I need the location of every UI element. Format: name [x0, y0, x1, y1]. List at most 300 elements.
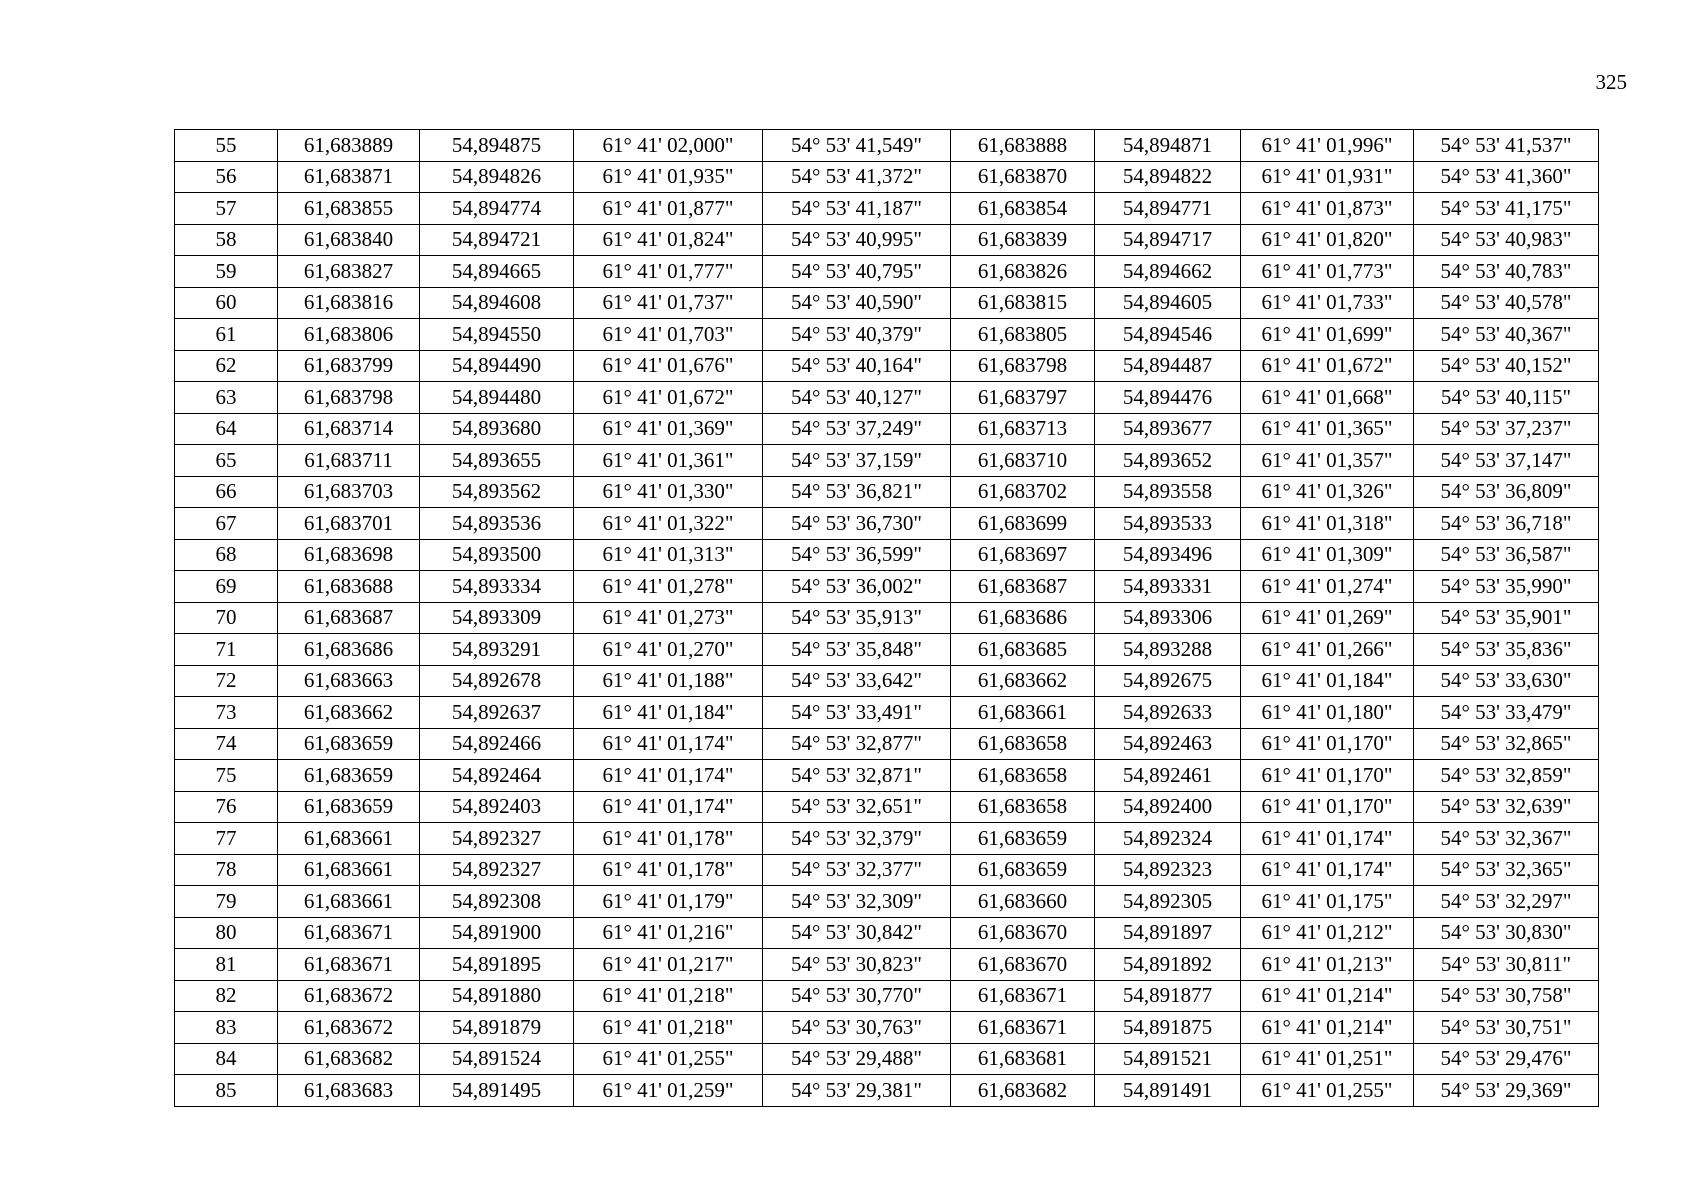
cell-lat-decimal-1: 61,683711	[278, 445, 420, 477]
table-row	[175, 445, 1599, 477]
cell-lon-decimal-1: 54,892678	[420, 665, 574, 697]
cell-lat-decimal-2: 61,683658	[951, 760, 1095, 792]
cell-lat-dms-1: 61° 41' 01,178"	[574, 823, 763, 855]
cell-lat-decimal-1: 61,683659	[278, 728, 420, 760]
cell-lat-dms-2: 61° 41' 01,274"	[1241, 571, 1414, 603]
table-row	[175, 854, 1599, 886]
cell-lat-dms-2: 61° 41' 01,309"	[1241, 539, 1414, 571]
cell-lon-decimal-1: 54,894550	[420, 319, 574, 351]
cell-lat-decimal-2: 61,683710	[951, 445, 1095, 477]
cell-lat-dms-2: 61° 41' 01,266"	[1241, 634, 1414, 666]
cell-lat-dms-2: 61° 41' 01,931"	[1241, 161, 1414, 193]
cell-point-number: 69	[175, 571, 278, 603]
cell-lon-decimal-2: 54,893288	[1095, 634, 1241, 666]
cell-lat-decimal-2: 61,683670	[951, 917, 1095, 949]
cell-lon-decimal-2: 54,893496	[1095, 539, 1241, 571]
table-row	[175, 413, 1599, 445]
cell-lon-dms-2: 54° 53' 35,901"	[1414, 602, 1599, 634]
cell-lon-decimal-1: 54,891879	[420, 1012, 574, 1044]
cell-point-number: 77	[175, 823, 278, 855]
cell-lon-dms-2: 54° 53' 37,237"	[1414, 413, 1599, 445]
cell-lat-decimal-1: 61,683687	[278, 602, 420, 634]
cell-lon-decimal-1: 54,892466	[420, 728, 574, 760]
cell-lat-decimal-2: 61,683681	[951, 1043, 1095, 1075]
cell-lon-dms-2: 54° 53' 41,360"	[1414, 161, 1599, 193]
cell-lat-dms-2: 61° 41' 01,773"	[1241, 256, 1414, 288]
cell-lon-dms-1: 54° 53' 36,730"	[763, 508, 951, 540]
table-row	[175, 917, 1599, 949]
cell-lon-dms-2: 54° 53' 30,758"	[1414, 980, 1599, 1012]
cell-lat-dms-1: 61° 41' 01,255"	[574, 1043, 763, 1075]
cell-lon-dms-2: 54° 53' 36,718"	[1414, 508, 1599, 540]
cell-lon-decimal-2: 54,894871	[1095, 130, 1241, 162]
cell-lat-decimal-1: 61,683703	[278, 476, 420, 508]
cell-lat-dms-2: 61° 41' 01,668"	[1241, 382, 1414, 414]
cell-lon-dms-2: 54° 53' 29,476"	[1414, 1043, 1599, 1075]
cell-lon-decimal-1: 54,891495	[420, 1075, 574, 1107]
cell-lat-decimal-1: 61,683827	[278, 256, 420, 288]
cell-lat-decimal-1: 61,683661	[278, 854, 420, 886]
cell-lon-decimal-2: 54,893331	[1095, 571, 1241, 603]
cell-point-number: 85	[175, 1075, 278, 1107]
cell-lat-dms-2: 61° 41' 01,699"	[1241, 319, 1414, 351]
cell-point-number: 70	[175, 602, 278, 634]
cell-lat-decimal-2: 61,683697	[951, 539, 1095, 571]
cell-lat-decimal-2: 61,683702	[951, 476, 1095, 508]
table-row	[175, 193, 1599, 225]
cell-lat-dms-2: 61° 41' 01,214"	[1241, 1012, 1414, 1044]
cell-point-number: 71	[175, 634, 278, 666]
cell-lat-decimal-1: 61,683671	[278, 917, 420, 949]
cell-lon-decimal-2: 54,892305	[1095, 886, 1241, 918]
cell-lat-dms-2: 61° 41' 01,212"	[1241, 917, 1414, 949]
cell-lat-decimal-1: 61,683840	[278, 224, 420, 256]
cell-point-number: 81	[175, 949, 278, 981]
cell-lat-decimal-1: 61,683686	[278, 634, 420, 666]
cell-lon-dms-2: 54° 53' 40,152"	[1414, 350, 1599, 382]
cell-point-number: 66	[175, 476, 278, 508]
cell-lon-decimal-1: 54,893536	[420, 508, 574, 540]
cell-point-number: 62	[175, 350, 278, 382]
cell-lat-dms-2: 61° 41' 01,672"	[1241, 350, 1414, 382]
cell-lon-dms-2: 54° 53' 32,365"	[1414, 854, 1599, 886]
cell-point-number: 67	[175, 508, 278, 540]
cell-lat-decimal-1: 61,683799	[278, 350, 420, 382]
cell-lon-dms-2: 54° 53' 40,983"	[1414, 224, 1599, 256]
cell-lon-dms-2: 54° 53' 35,990"	[1414, 571, 1599, 603]
cell-lon-dms-1: 54° 53' 30,763"	[763, 1012, 951, 1044]
cell-lon-decimal-2: 54,893652	[1095, 445, 1241, 477]
cell-lat-decimal-1: 61,683661	[278, 886, 420, 918]
cell-lon-decimal-1: 54,892308	[420, 886, 574, 918]
cell-lat-dms-1: 61° 41' 01,777"	[574, 256, 763, 288]
table-row	[175, 697, 1599, 729]
cell-lon-decimal-2: 54,892400	[1095, 791, 1241, 823]
cell-lon-decimal-2: 54,894771	[1095, 193, 1241, 225]
cell-lon-decimal-1: 54,892327	[420, 854, 574, 886]
cell-lat-dms-2: 61° 41' 01,180"	[1241, 697, 1414, 729]
cell-lon-dms-2: 54° 53' 37,147"	[1414, 445, 1599, 477]
cell-lon-dms-1: 54° 53' 37,249"	[763, 413, 951, 445]
cell-lon-decimal-2: 54,891875	[1095, 1012, 1241, 1044]
cell-lon-dms-1: 54° 53' 41,187"	[763, 193, 951, 225]
cell-lat-dms-2: 61° 41' 01,820"	[1241, 224, 1414, 256]
cell-lat-dms-2: 61° 41' 01,357"	[1241, 445, 1414, 477]
cell-lat-dms-2: 61° 41' 01,175"	[1241, 886, 1414, 918]
coordinates-table	[174, 129, 1599, 1107]
cell-lat-decimal-1: 61,683701	[278, 508, 420, 540]
cell-lon-decimal-2: 54,894605	[1095, 287, 1241, 319]
cell-lon-decimal-1: 54,893334	[420, 571, 574, 603]
cell-lon-decimal-2: 54,892633	[1095, 697, 1241, 729]
cell-lat-dms-1: 61° 41' 01,184"	[574, 697, 763, 729]
cell-lat-dms-1: 61° 41' 02,000"	[574, 130, 763, 162]
cell-lat-dms-1: 61° 41' 01,935"	[574, 161, 763, 193]
cell-point-number: 59	[175, 256, 278, 288]
cell-lon-dms-2: 54° 53' 41,175"	[1414, 193, 1599, 225]
cell-lat-dms-1: 61° 41' 01,174"	[574, 791, 763, 823]
cell-lon-dms-2: 54° 53' 40,578"	[1414, 287, 1599, 319]
cell-point-number: 80	[175, 917, 278, 949]
cell-lon-decimal-2: 54,894717	[1095, 224, 1241, 256]
cell-lat-decimal-2: 61,683815	[951, 287, 1095, 319]
cell-lat-decimal-1: 61,683661	[278, 823, 420, 855]
cell-lat-decimal-1: 61,683806	[278, 319, 420, 351]
cell-lon-dms-2: 54° 53' 36,809"	[1414, 476, 1599, 508]
cell-lat-dms-1: 61° 41' 01,178"	[574, 854, 763, 886]
cell-lat-dms-1: 61° 41' 01,672"	[574, 382, 763, 414]
cell-point-number: 74	[175, 728, 278, 760]
cell-lon-decimal-1: 54,892403	[420, 791, 574, 823]
table-row	[175, 161, 1599, 193]
cell-lon-decimal-1: 54,894826	[420, 161, 574, 193]
table-row	[175, 949, 1599, 981]
cell-lat-decimal-2: 61,683797	[951, 382, 1095, 414]
cell-point-number: 56	[175, 161, 278, 193]
cell-lat-dms-1: 61° 41' 01,174"	[574, 728, 763, 760]
cell-lat-decimal-1: 61,683698	[278, 539, 420, 571]
cell-lat-decimal-2: 61,683699	[951, 508, 1095, 540]
cell-lon-decimal-1: 54,891895	[420, 949, 574, 981]
cell-lat-decimal-2: 61,683870	[951, 161, 1095, 193]
cell-lon-dms-1: 54° 53' 40,795"	[763, 256, 951, 288]
cell-lon-dms-2: 54° 53' 32,639"	[1414, 791, 1599, 823]
table-row	[175, 287, 1599, 319]
cell-lon-dms-1: 54° 53' 36,821"	[763, 476, 951, 508]
cell-lat-decimal-2: 61,683854	[951, 193, 1095, 225]
cell-lat-decimal-2: 61,683805	[951, 319, 1095, 351]
cell-lon-decimal-1: 54,893655	[420, 445, 574, 477]
cell-lat-dms-1: 61° 41' 01,737"	[574, 287, 763, 319]
cell-point-number: 79	[175, 886, 278, 918]
cell-lon-decimal-1: 54,893680	[420, 413, 574, 445]
cell-lat-decimal-2: 61,683658	[951, 728, 1095, 760]
cell-point-number: 78	[175, 854, 278, 886]
cell-lon-dms-1: 54° 53' 41,549"	[763, 130, 951, 162]
cell-lat-decimal-2: 61,683713	[951, 413, 1095, 445]
cell-point-number: 82	[175, 980, 278, 1012]
cell-lat-decimal-2: 61,683888	[951, 130, 1095, 162]
cell-lat-dms-1: 61° 41' 01,174"	[574, 760, 763, 792]
cell-point-number: 61	[175, 319, 278, 351]
cell-lat-dms-2: 61° 41' 01,214"	[1241, 980, 1414, 1012]
cell-lat-dms-2: 61° 41' 01,170"	[1241, 760, 1414, 792]
cell-lat-dms-2: 61° 41' 01,170"	[1241, 791, 1414, 823]
cell-lon-dms-1: 54° 53' 36,599"	[763, 539, 951, 571]
cell-lat-decimal-1: 61,683672	[278, 1012, 420, 1044]
cell-lon-decimal-2: 54,893558	[1095, 476, 1241, 508]
cell-lat-decimal-1: 61,683816	[278, 287, 420, 319]
cell-lat-dms-1: 61° 41' 01,361"	[574, 445, 763, 477]
cell-lon-decimal-1: 54,892637	[420, 697, 574, 729]
cell-lon-decimal-2: 54,894546	[1095, 319, 1241, 351]
cell-lat-decimal-2: 61,683839	[951, 224, 1095, 256]
table-row	[175, 476, 1599, 508]
cell-lat-decimal-2: 61,683826	[951, 256, 1095, 288]
cell-lat-decimal-2: 61,683798	[951, 350, 1095, 382]
cell-lat-dms-1: 61° 41' 01,188"	[574, 665, 763, 697]
cell-lon-decimal-1: 54,894774	[420, 193, 574, 225]
cell-lat-decimal-1: 61,683662	[278, 697, 420, 729]
cell-lat-dms-2: 61° 41' 01,255"	[1241, 1075, 1414, 1107]
cell-lat-dms-1: 61° 41' 01,218"	[574, 980, 763, 1012]
cell-point-number: 63	[175, 382, 278, 414]
cell-lon-decimal-1: 54,892327	[420, 823, 574, 855]
table-row	[175, 571, 1599, 603]
cell-point-number: 57	[175, 193, 278, 225]
cell-point-number: 65	[175, 445, 278, 477]
cell-lat-dms-2: 61° 41' 01,318"	[1241, 508, 1414, 540]
table-row	[175, 728, 1599, 760]
cell-lat-decimal-1: 61,683659	[278, 791, 420, 823]
cell-lon-decimal-2: 54,894487	[1095, 350, 1241, 382]
cell-lat-decimal-2: 61,683659	[951, 823, 1095, 855]
cell-lon-decimal-2: 54,891491	[1095, 1075, 1241, 1107]
cell-lon-decimal-2: 54,891897	[1095, 917, 1241, 949]
cell-lat-dms-2: 61° 41' 01,170"	[1241, 728, 1414, 760]
cell-lat-decimal-1: 61,683671	[278, 949, 420, 981]
cell-lon-dms-2: 54° 53' 40,367"	[1414, 319, 1599, 351]
cell-lon-dms-2: 54° 53' 40,115"	[1414, 382, 1599, 414]
cell-lat-dms-2: 61° 41' 01,873"	[1241, 193, 1414, 225]
cell-lon-dms-1: 54° 53' 33,491"	[763, 697, 951, 729]
cell-lat-dms-2: 61° 41' 01,251"	[1241, 1043, 1414, 1075]
table-row	[175, 382, 1599, 414]
cell-lat-dms-2: 61° 41' 01,326"	[1241, 476, 1414, 508]
cell-lat-dms-2: 61° 41' 01,174"	[1241, 854, 1414, 886]
cell-lon-decimal-1: 54,894490	[420, 350, 574, 382]
cell-lon-dms-1: 54° 53' 32,651"	[763, 791, 951, 823]
cell-lat-dms-2: 61° 41' 01,184"	[1241, 665, 1414, 697]
table-row	[175, 1075, 1599, 1107]
cell-lon-dms-1: 54° 53' 40,590"	[763, 287, 951, 319]
cell-lon-dms-2: 54° 53' 30,751"	[1414, 1012, 1599, 1044]
cell-lat-dms-2: 61° 41' 01,996"	[1241, 130, 1414, 162]
cell-lat-dms-1: 61° 41' 01,270"	[574, 634, 763, 666]
cell-point-number: 60	[175, 287, 278, 319]
cell-lon-dms-2: 54° 53' 32,859"	[1414, 760, 1599, 792]
cell-lon-dms-1: 54° 53' 30,842"	[763, 917, 951, 949]
cell-lat-decimal-2: 61,683687	[951, 571, 1095, 603]
cell-lat-decimal-1: 61,683714	[278, 413, 420, 445]
table-row	[175, 256, 1599, 288]
table-row	[175, 980, 1599, 1012]
cell-lon-decimal-1: 54,891880	[420, 980, 574, 1012]
cell-lon-dms-2: 54° 53' 41,537"	[1414, 130, 1599, 162]
cell-lon-decimal-2: 54,892323	[1095, 854, 1241, 886]
cell-lat-dms-1: 61° 41' 01,278"	[574, 571, 763, 603]
cell-point-number: 76	[175, 791, 278, 823]
cell-lon-decimal-2: 54,894476	[1095, 382, 1241, 414]
cell-lat-dms-1: 61° 41' 01,703"	[574, 319, 763, 351]
table-row	[175, 508, 1599, 540]
cell-lat-decimal-2: 61,683658	[951, 791, 1095, 823]
cell-lon-dms-1: 54° 53' 32,877"	[763, 728, 951, 760]
cell-point-number: 75	[175, 760, 278, 792]
cell-lat-decimal-1: 61,683663	[278, 665, 420, 697]
cell-lon-decimal-1: 54,894665	[420, 256, 574, 288]
table-row	[175, 665, 1599, 697]
table-row	[175, 224, 1599, 256]
cell-lat-dms-1: 61° 41' 01,330"	[574, 476, 763, 508]
cell-point-number: 73	[175, 697, 278, 729]
cell-lon-decimal-1: 54,892464	[420, 760, 574, 792]
cell-point-number: 72	[175, 665, 278, 697]
cell-lon-decimal-2: 54,893677	[1095, 413, 1241, 445]
cell-lat-dms-2: 61° 41' 01,365"	[1241, 413, 1414, 445]
cell-lon-dms-1: 54° 53' 32,379"	[763, 823, 951, 855]
cell-lat-dms-1: 61° 41' 01,216"	[574, 917, 763, 949]
cell-lon-dms-2: 54° 53' 35,836"	[1414, 634, 1599, 666]
table-row	[175, 823, 1599, 855]
cell-lon-dms-1: 54° 53' 30,770"	[763, 980, 951, 1012]
cell-point-number: 58	[175, 224, 278, 256]
cell-lon-dms-1: 54° 53' 35,848"	[763, 634, 951, 666]
cell-lon-decimal-1: 54,893562	[420, 476, 574, 508]
cell-lat-dms-1: 61° 41' 01,179"	[574, 886, 763, 918]
cell-lat-dms-1: 61° 41' 01,273"	[574, 602, 763, 634]
cell-lon-dms-2: 54° 53' 36,587"	[1414, 539, 1599, 571]
cell-lon-dms-1: 54° 53' 33,642"	[763, 665, 951, 697]
cell-lon-decimal-1: 54,894608	[420, 287, 574, 319]
cell-lon-decimal-2: 54,894662	[1095, 256, 1241, 288]
cell-lon-dms-1: 54° 53' 40,127"	[763, 382, 951, 414]
table-row	[175, 602, 1599, 634]
cell-lat-decimal-1: 61,683682	[278, 1043, 420, 1075]
cell-lat-decimal-1: 61,683672	[278, 980, 420, 1012]
cell-lat-dms-1: 61° 41' 01,217"	[574, 949, 763, 981]
cell-lon-decimal-2: 54,891892	[1095, 949, 1241, 981]
cell-lon-dms-2: 54° 53' 32,367"	[1414, 823, 1599, 855]
cell-lon-dms-1: 54° 53' 29,381"	[763, 1075, 951, 1107]
cell-lat-decimal-2: 61,683682	[951, 1075, 1095, 1107]
cell-lat-decimal-1: 61,683688	[278, 571, 420, 603]
cell-lon-decimal-2: 54,893306	[1095, 602, 1241, 634]
table-row	[175, 539, 1599, 571]
cell-lat-dms-1: 61° 41' 01,824"	[574, 224, 763, 256]
cell-lon-decimal-2: 54,891877	[1095, 980, 1241, 1012]
table-body	[175, 130, 1599, 1107]
cell-lat-decimal-2: 61,683671	[951, 1012, 1095, 1044]
cell-lon-decimal-2: 54,892461	[1095, 760, 1241, 792]
cell-lat-dms-1: 61° 41' 01,322"	[574, 508, 763, 540]
cell-lat-dms-2: 61° 41' 01,269"	[1241, 602, 1414, 634]
cell-lat-decimal-2: 61,683686	[951, 602, 1095, 634]
cell-point-number: 55	[175, 130, 278, 162]
cell-lon-dms-1: 54° 53' 37,159"	[763, 445, 951, 477]
cell-point-number: 83	[175, 1012, 278, 1044]
table-row	[175, 350, 1599, 382]
cell-lon-dms-1: 54° 53' 32,871"	[763, 760, 951, 792]
table-row	[175, 634, 1599, 666]
cell-lat-dms-1: 61° 41' 01,218"	[574, 1012, 763, 1044]
cell-lon-dms-2: 54° 53' 32,865"	[1414, 728, 1599, 760]
cell-lat-decimal-2: 61,683661	[951, 697, 1095, 729]
table-row	[175, 319, 1599, 351]
table-row	[175, 1012, 1599, 1044]
cell-lat-decimal-1: 61,683683	[278, 1075, 420, 1107]
cell-lon-dms-1: 54° 53' 40,995"	[763, 224, 951, 256]
cell-lat-decimal-2: 61,683662	[951, 665, 1095, 697]
cell-lon-decimal-1: 54,893309	[420, 602, 574, 634]
cell-lat-dms-2: 61° 41' 01,174"	[1241, 823, 1414, 855]
cell-point-number: 84	[175, 1043, 278, 1075]
cell-lon-dms-2: 54° 53' 40,783"	[1414, 256, 1599, 288]
cell-lon-decimal-2: 54,893533	[1095, 508, 1241, 540]
cell-lat-decimal-1: 61,683659	[278, 760, 420, 792]
cell-lat-decimal-2: 61,683659	[951, 854, 1095, 886]
page-number: 325	[1595, 70, 1627, 94]
cell-lat-dms-1: 61° 41' 01,676"	[574, 350, 763, 382]
cell-lat-decimal-2: 61,683670	[951, 949, 1095, 981]
cell-lon-dms-2: 54° 53' 30,830"	[1414, 917, 1599, 949]
table-row	[175, 791, 1599, 823]
cell-lon-dms-1: 54° 53' 32,377"	[763, 854, 951, 886]
cell-lat-dms-1: 61° 41' 01,877"	[574, 193, 763, 225]
cell-lat-dms-1: 61° 41' 01,369"	[574, 413, 763, 445]
cell-lon-decimal-1: 54,894721	[420, 224, 574, 256]
cell-lon-decimal-2: 54,892675	[1095, 665, 1241, 697]
cell-point-number: 64	[175, 413, 278, 445]
cell-lat-dms-1: 61° 41' 01,259"	[574, 1075, 763, 1107]
cell-lon-dms-1: 54° 53' 40,379"	[763, 319, 951, 351]
cell-lon-decimal-2: 54,891521	[1095, 1043, 1241, 1075]
table-row	[175, 760, 1599, 792]
cell-lon-decimal-2: 54,892324	[1095, 823, 1241, 855]
table-row	[175, 130, 1599, 162]
cell-lon-dms-2: 54° 53' 29,369"	[1414, 1075, 1599, 1107]
cell-lon-dms-2: 54° 53' 33,630"	[1414, 665, 1599, 697]
table-row	[175, 886, 1599, 918]
cell-lon-dms-1: 54° 53' 30,823"	[763, 949, 951, 981]
cell-lon-dms-1: 54° 53' 41,372"	[763, 161, 951, 193]
cell-lat-dms-2: 61° 41' 01,213"	[1241, 949, 1414, 981]
cell-lon-decimal-2: 54,892463	[1095, 728, 1241, 760]
cell-lon-decimal-1: 54,891900	[420, 917, 574, 949]
cell-lon-dms-1: 54° 53' 32,309"	[763, 886, 951, 918]
cell-lon-dms-2: 54° 53' 30,811"	[1414, 949, 1599, 981]
cell-lat-dms-2: 61° 41' 01,733"	[1241, 287, 1414, 319]
cell-lon-decimal-1: 54,894480	[420, 382, 574, 414]
cell-point-number: 68	[175, 539, 278, 571]
cell-lat-decimal-1: 61,683798	[278, 382, 420, 414]
cell-lon-decimal-1: 54,893500	[420, 539, 574, 571]
cell-lat-dms-1: 61° 41' 01,313"	[574, 539, 763, 571]
cell-lat-decimal-1: 61,683871	[278, 161, 420, 193]
cell-lon-dms-1: 54° 53' 29,488"	[763, 1043, 951, 1075]
cell-lon-dms-2: 54° 53' 33,479"	[1414, 697, 1599, 729]
cell-lon-dms-1: 54° 53' 40,164"	[763, 350, 951, 382]
